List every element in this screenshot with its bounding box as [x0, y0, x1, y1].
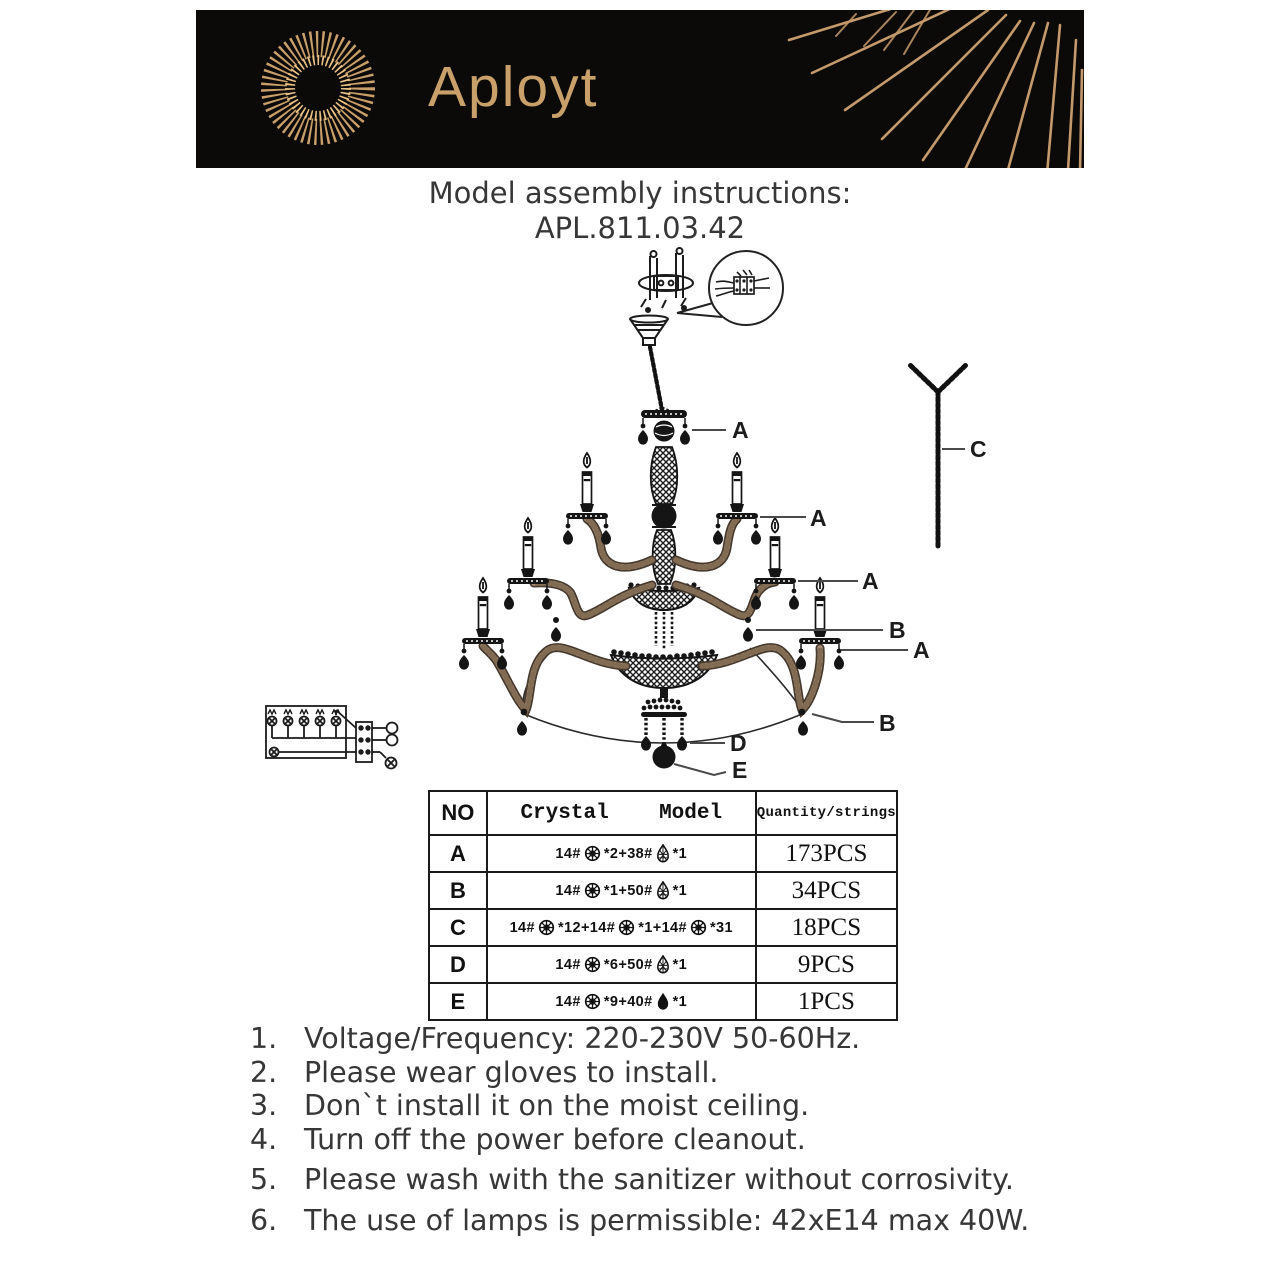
label-a-top: A	[732, 417, 749, 443]
bottom-crystal-cluster	[641, 688, 687, 769]
label-e: E	[732, 757, 748, 783]
crystal-teardrop-icon	[656, 955, 670, 974]
bead-chain	[650, 347, 662, 410]
crystal-teardrop-solid-icon	[656, 992, 670, 1011]
item-number: 2.	[250, 1055, 278, 1089]
row-no: B	[429, 872, 487, 909]
crystal-octagon-bead-icon	[618, 919, 635, 936]
row-no: C	[429, 909, 487, 946]
table-row	[429, 946, 897, 983]
crystal-spec: 14# *6+50# *1	[555, 956, 688, 973]
wiring-diagram	[266, 706, 398, 769]
instruction-item	[250, 1163, 1060, 1197]
row-quantity: 1PCS	[756, 983, 897, 1020]
label-b-lower: B	[879, 710, 896, 736]
instruction-item	[250, 1022, 1060, 1056]
label-a-tier3: A	[913, 637, 930, 663]
item-text: Please wear gloves to install.	[304, 1055, 719, 1089]
item-text: Please wash with the sanitizer without corrosivity.	[304, 1163, 1014, 1196]
crystal-octagon-bead-icon	[690, 919, 707, 936]
label-c: C	[970, 436, 987, 462]
table-row	[429, 872, 897, 909]
bead-strand-part-c	[909, 364, 967, 546]
instruction-item	[250, 1204, 1060, 1238]
instruction-list	[250, 1022, 1060, 1237]
col-header-no: NO	[429, 791, 487, 835]
ceiling-bracket-sketch	[639, 248, 693, 312]
crystal-octagon-bead-icon	[584, 993, 601, 1010]
row-quantity: 34PCS	[756, 872, 897, 909]
ceiling-canopy	[630, 316, 668, 346]
instruction-item	[250, 1056, 1060, 1090]
page-title: Model assembly instructions:	[428, 176, 852, 210]
row-no: D	[429, 946, 487, 983]
table-row	[429, 983, 897, 1020]
table-row	[429, 909, 897, 946]
item-number: 4.	[250, 1122, 278, 1156]
item-text: The use of lamps is permissible: 42xE14 max 40W.	[304, 1203, 1030, 1237]
crystal-spec: 14# *1+50# *1	[555, 882, 688, 899]
col-header-crystal-model: Crystal Model	[487, 791, 756, 835]
item-number: 1.	[250, 1022, 278, 1055]
item-text: Voltage/Frequency: 220-230V 50-60Hz.	[304, 1022, 861, 1055]
table-header-row	[429, 791, 897, 835]
item-number: 5.	[250, 1163, 278, 1196]
bottom-ball-finial	[653, 746, 676, 769]
instruction-item	[250, 1089, 1060, 1123]
crystal-teardrop-icon	[656, 844, 670, 863]
crystal-octagon-bead-icon	[538, 919, 555, 936]
row-no: A	[429, 835, 487, 872]
row-quantity: 18PCS	[756, 909, 897, 946]
brand-logo-text: Aployt	[428, 55, 599, 119]
instruction-item	[250, 1123, 1060, 1157]
item-number: 6.	[250, 1203, 278, 1237]
crystal-octagon-bead-icon	[584, 882, 601, 899]
label-b-upper: B	[889, 617, 906, 643]
top-crystal-cluster	[638, 408, 690, 445]
item-number: 3.	[250, 1089, 278, 1122]
diagram-labels	[730, 417, 987, 783]
crystal-spec: 14# *2+38# *1	[555, 845, 688, 862]
item-text: Don`t install it on the moist ceiling.	[304, 1089, 810, 1122]
crystal-spec: 14# *12+14# *1+14# *31	[509, 919, 733, 936]
label-d: D	[730, 730, 747, 756]
crystal-teardrop-icon	[656, 881, 670, 900]
table-row	[429, 835, 897, 872]
col-header-quantity: Quantity/strings	[756, 791, 897, 835]
label-a-tier1: A	[810, 505, 827, 531]
crystal-spec: 14# *9+40# *1	[555, 993, 688, 1010]
row-quantity: 9PCS	[756, 946, 897, 983]
wiring-detail-bubble	[677, 251, 783, 325]
crystal-octagon-bead-icon	[584, 956, 601, 973]
row-no: E	[429, 983, 487, 1020]
crystal-parts-table	[428, 790, 898, 1021]
crystal-octagon-bead-icon	[584, 845, 601, 862]
item-text: Turn off the power before cleanout.	[304, 1122, 806, 1156]
row-quantity: 173PCS	[756, 835, 897, 872]
label-a-tier2: A	[862, 568, 879, 594]
model-number: APL.811.03.42	[534, 211, 746, 245]
